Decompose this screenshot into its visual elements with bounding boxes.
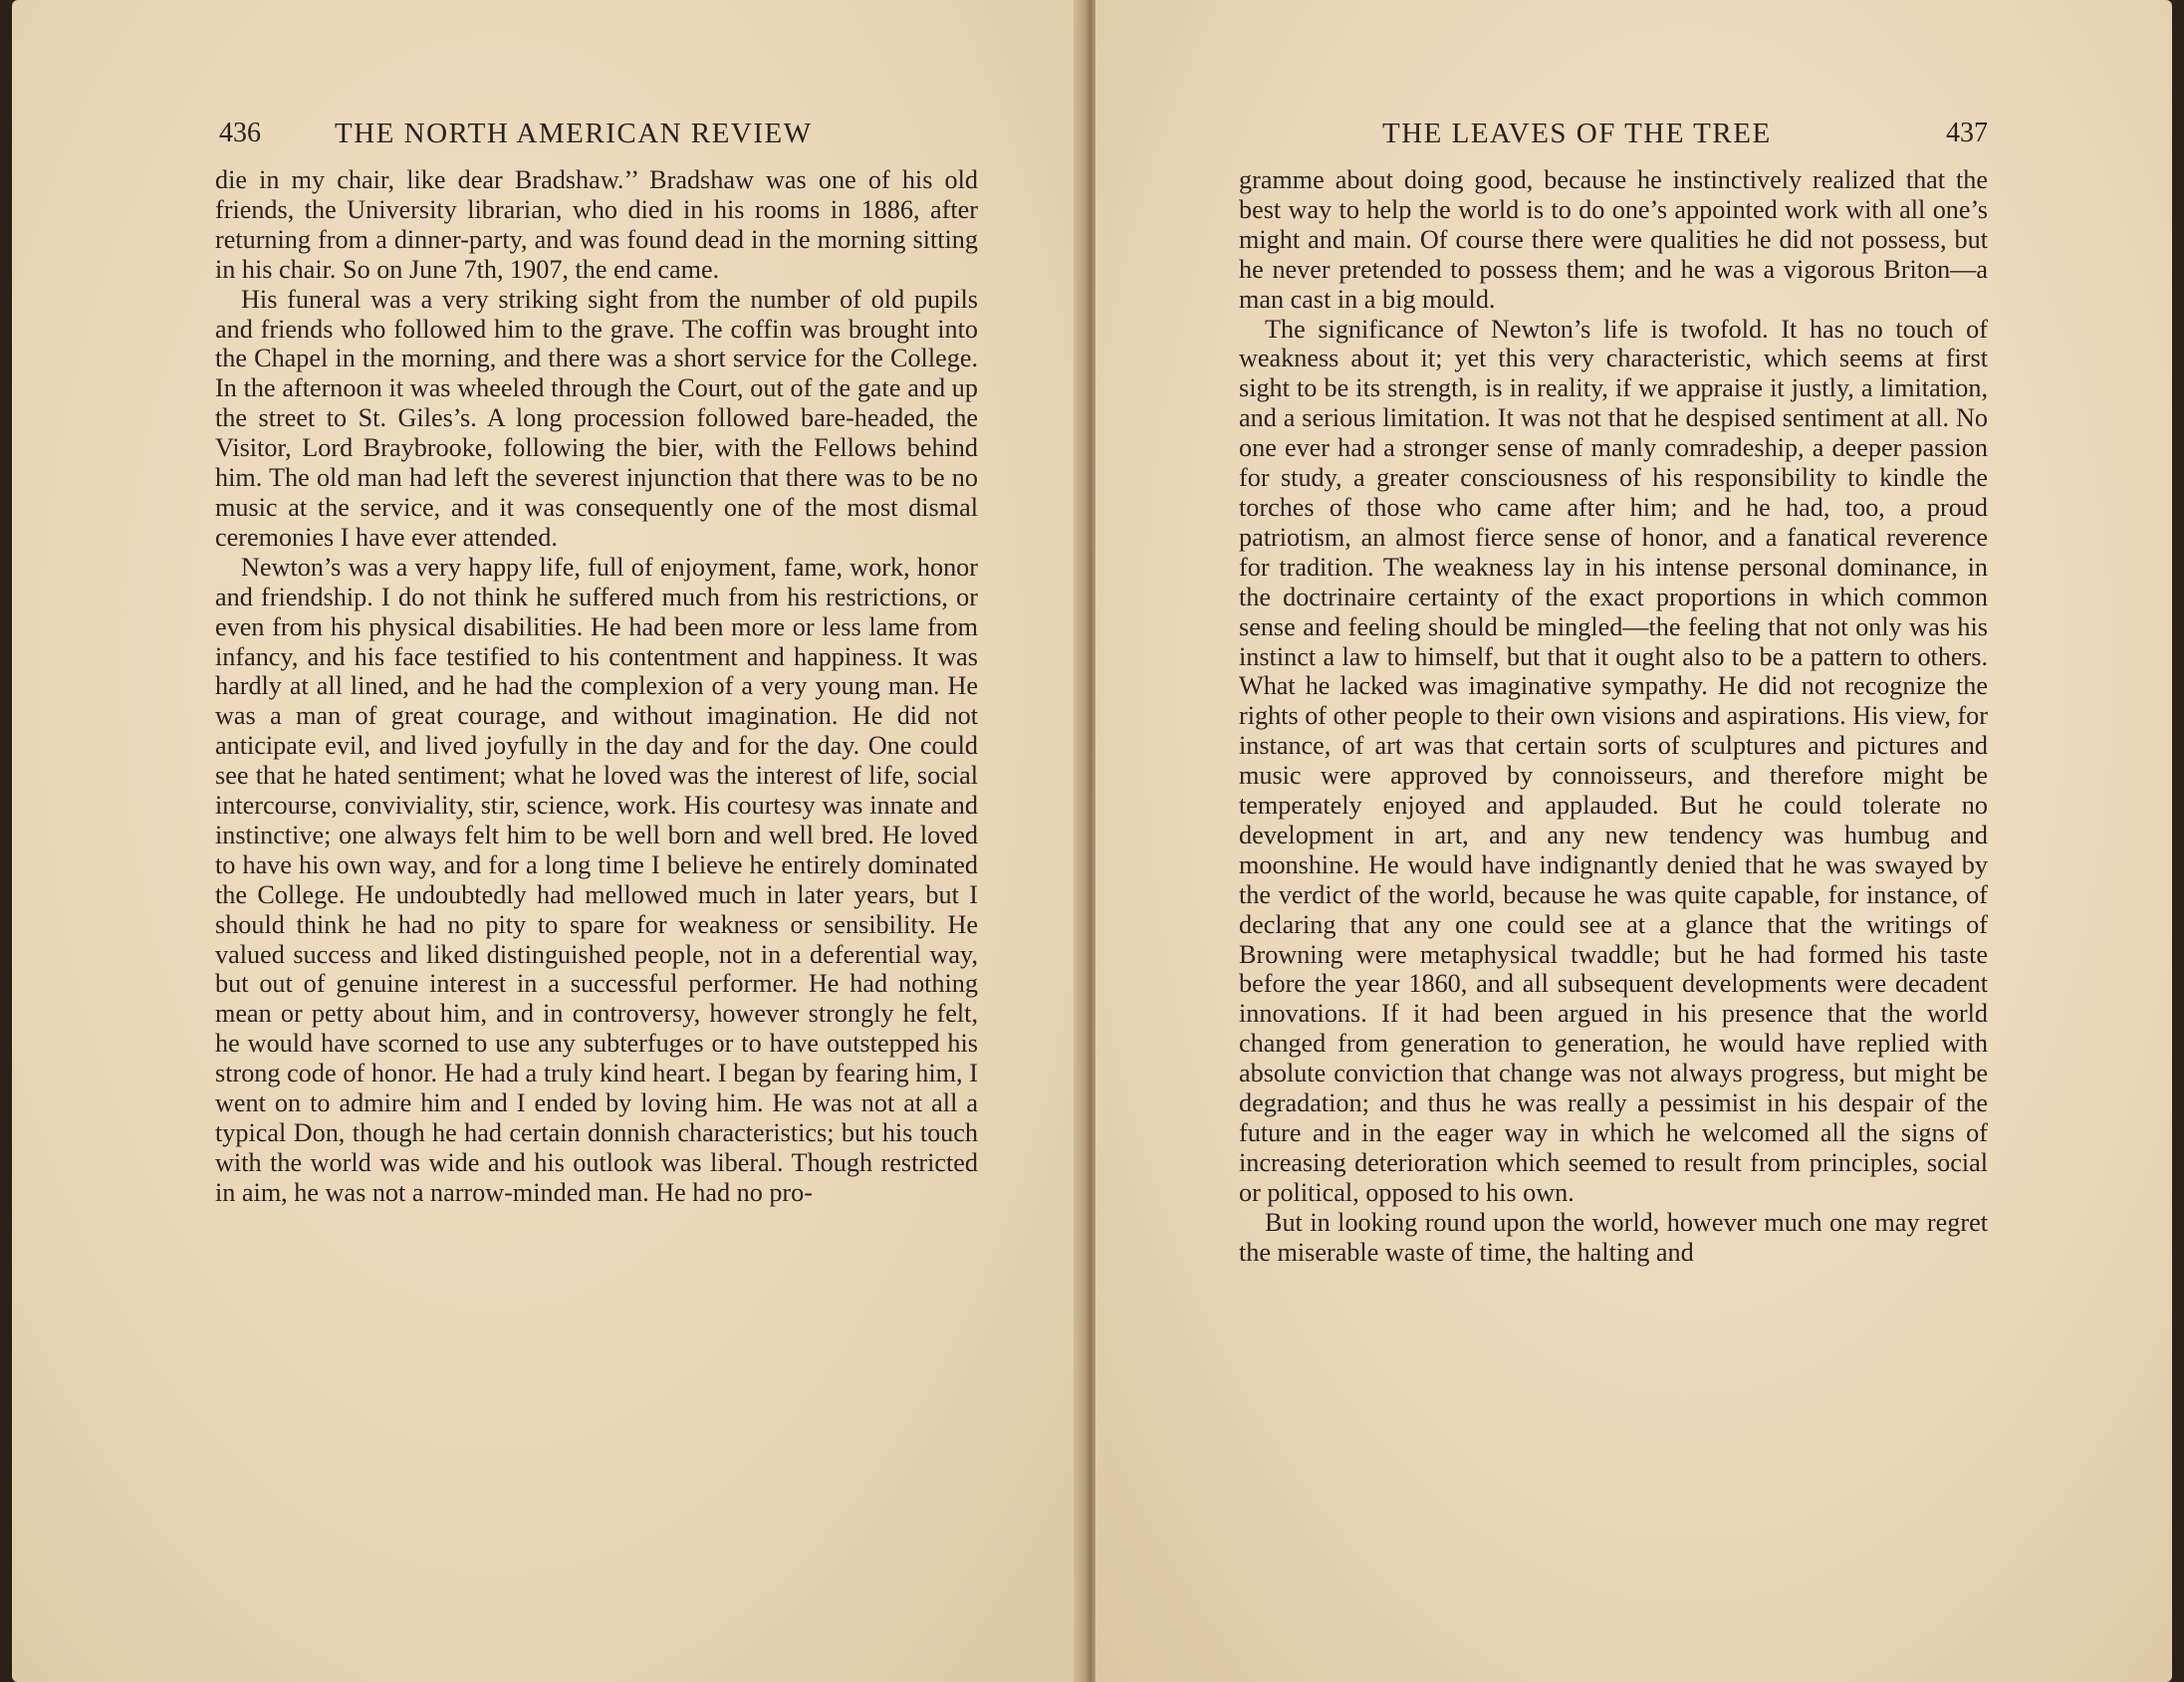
paragraph: But in looking round upon the world, however much one may regret the miserable waste of time, the halting and bbox=[1239, 1207, 1988, 1267]
page-number-left: 436 bbox=[219, 118, 261, 148]
right-page-text bbox=[1239, 165, 1988, 1268]
paragraph: The significance of Newton’s life is twofold. It has no touch of weakness about it; yet this very characteristic, which seems at first sight to be its strength, is in reality, if we appraise it justly, a limitation, and a serious limitation. It was not that he despised sentiment at all. No one ever had a stronger sense of manly comradeship, a deeper passion for study, a greater consciousness of his responsibility to kindle the torches of those who came after him; and he had, too, a proud patriotism, an almost fierce sense of honor, and a fanatical reverence for tradition. The weakness lay in his intense personal dominance, in the doctrinaire certainty of the exact proportions in which common sense and feeling should be mingled—the feeling that not only was his instinct a law to himself, but that it ought also to be a pattern to others. What he lacked was imaginative sympathy. He did not recognize the rights of other people to their own visions and aspirations. His view, for instance, of art was that certain sorts of sculptures and pictures and music were approved by connoisseurs, and therefore might be temperately enjoyed and applauded. But he could tolerate no development in art, and any new tendency was humbug and moonshine. He would have indignantly denied that he was swayed by the verdict of the world, because he was quite capable, for instance, of declaring that any one could see at a glance that the writings of Browning were metaphysical twaddle; but he had formed his taste before the year 1860, and all subsequent developments were decadent innovations. If it had been argued in his presence that the world changed from generation to generation, he would have replied with absolute conviction that change was not always progress, but might be degradation; and thus he was really a pessimist in his despair of the future and in the eager way in which he welcomed all the signs of increasing deterioration which seemed to result from principles, social or political, opposed to his own. bbox=[1239, 314, 1988, 1207]
running-head-right: THE LEAVES OF THE TREE bbox=[1382, 118, 1772, 149]
paragraph: die in my chair, like dear Bradshaw.’’ Bradshaw was one of his old friends, the University librarian, who died in his rooms in 1886, after returning from a dinner-party, and was found dead in the morning sitting in his chair. So on June 7th, 1907, the end came. bbox=[215, 165, 978, 284]
paragraph: His funeral was a very striking sight from the number of old pupils and friends who followed him to the grave. The coffin was brought into the Chapel in the morning, and there was a short service for the College. In the afternoon it was wheeled through the Court, out of the gate and up the street to St. Giles’s. A long procession followed bare-headed, the Visitor, Lord Braybrooke, following the bier, with the Fellows behind him. The old man had left the severest injunction that there was to be no music at the service, and it was consequently one of the most dismal ceremonies I have ever attended. bbox=[215, 284, 978, 552]
running-head-left: THE NORTH AMERICAN REVIEW bbox=[335, 118, 813, 149]
paragraph: gramme about doing good, because he instinctively realized that the best way to help the world is to do one’s appointed work with all one’s might and main. Of course there were qualities he did not possess, but he never pretended to possess them; and he was a vigorous Briton—a man cast in a big mould. bbox=[1239, 165, 1988, 314]
left-page bbox=[12, 0, 1086, 1682]
paragraph: Newton’s was a very happy life, full of enjoyment, fame, work, honor and friendship. I do not think he suffered much from his restrictions, or even from his physical disabilities. He had been more or less lame from infancy, and his face testified to his contentment and happiness. It was hardly at all lined, and he had the complexion of a very young man. He was a man of great courage, and without imagination. He did not anticipate evil, and lived joyfully in the day and for the day. One could see that he hated sentiment; what he loved was the interest of life, social intercourse, conviviality, stir, science, work. His courtesy was innate and instinctive; one always felt him to be well born and well bred. He loved to have his own way, and for a long time I believe he entirely dominated the College. He undoubtedly had mellowed much in later years, but I should think he had no pity to spare for weakness or sensibility. He valued success and liked distinguished people, not in a deferential way, but out of genuine interest in a successful performer. He had nothing mean or petty about him, and in controversy, however strongly he felt, he would have scorned to use any subterfuges or to have outstepped his strong code of honor. He had a truly kind heart. I began by fearing him, I went on to admire him and I ended by loving him. He was not at all a typical Don, though he had certain donnish characteristics; but his touch with the world was wide and his outlook was liberal. Though restricted in aim, he was not a narrow-minded man. He had no pro- bbox=[215, 552, 978, 1207]
left-page-text bbox=[215, 165, 978, 1208]
page-number-right: 437 bbox=[1946, 118, 1988, 148]
right-page bbox=[1095, 0, 2172, 1682]
